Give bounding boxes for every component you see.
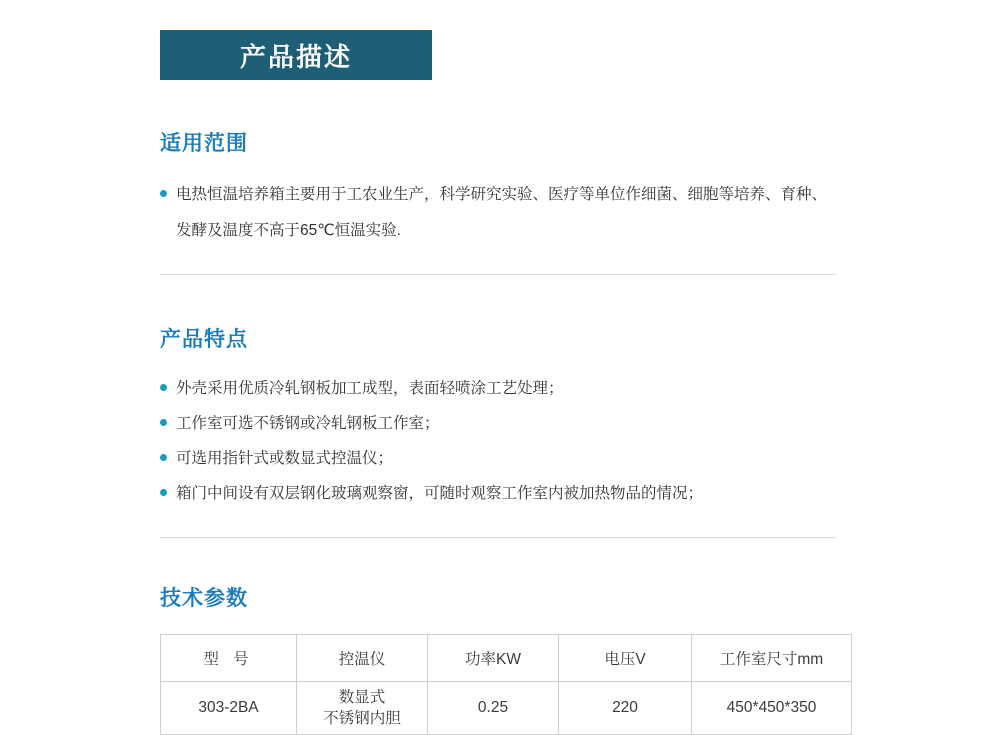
page-title-banner: [160, 30, 432, 80]
column-header-power: 功率KW: [428, 635, 559, 682]
spec-table: [160, 634, 852, 735]
list-item-text: 工作室可选不锈钢或冷轧钢板工作室；: [176, 415, 440, 432]
table-header-row: [161, 635, 852, 682]
list-item-text: 外壳采用优质冷轧钢板加工成型，表面轻喷涂工艺处理；: [176, 380, 564, 397]
column-header-model: 型 号: [161, 635, 297, 682]
column-header-controller: 控温仪: [297, 635, 428, 682]
features-bullet-list: [160, 371, 840, 511]
column-header-voltage: 电压V: [559, 635, 692, 682]
cell-voltage: 220: [559, 682, 692, 735]
list-item: [160, 441, 840, 476]
list-item-text: 电热恒温培养箱主要用于工农业生产，科学研究实验、医疗等单位作细菌、细胞等培养、育种、发酵及温度不高于65℃恒温实验.: [176, 186, 828, 239]
bullet-dot-icon: [160, 419, 167, 426]
section-heading-range: 适用范围: [160, 132, 248, 155]
list-item: [160, 406, 840, 441]
cell-chamber-size: 450*450*350: [692, 682, 852, 735]
bullet-dot-icon: [160, 384, 167, 391]
section-divider: [160, 274, 836, 275]
section-heading-params: 技术参数: [160, 587, 248, 610]
list-item: [160, 371, 840, 406]
cell-power: 0.25: [428, 682, 559, 735]
list-item: [160, 177, 840, 249]
section-divider: [160, 537, 836, 538]
bullet-dot-icon: [160, 454, 167, 461]
bullet-dot-icon: [160, 190, 167, 197]
page-title: 产品描述: [239, 41, 352, 72]
cell-controller-line2: 不锈钢内胆: [323, 710, 401, 727]
cell-controller-line1: 数显式: [338, 689, 386, 706]
column-header-chamber-size: 工作室尺寸mm: [692, 635, 852, 682]
cell-model: 303-2BA: [161, 682, 297, 735]
spec-table-head: [161, 635, 852, 682]
content-column: [160, 0, 840, 735]
range-bullet-list: [160, 177, 840, 249]
list-item: [160, 476, 840, 511]
list-item-text: 可选用指针式或数显式控温仪；: [176, 450, 394, 467]
bullet-dot-icon: [160, 489, 167, 496]
section-heading-features: 产品特点: [160, 328, 248, 351]
list-item-text: 箱门中间设有双层钢化玻璃观察窗，可随时观察工作室内被加热物品的情况；: [176, 485, 704, 502]
